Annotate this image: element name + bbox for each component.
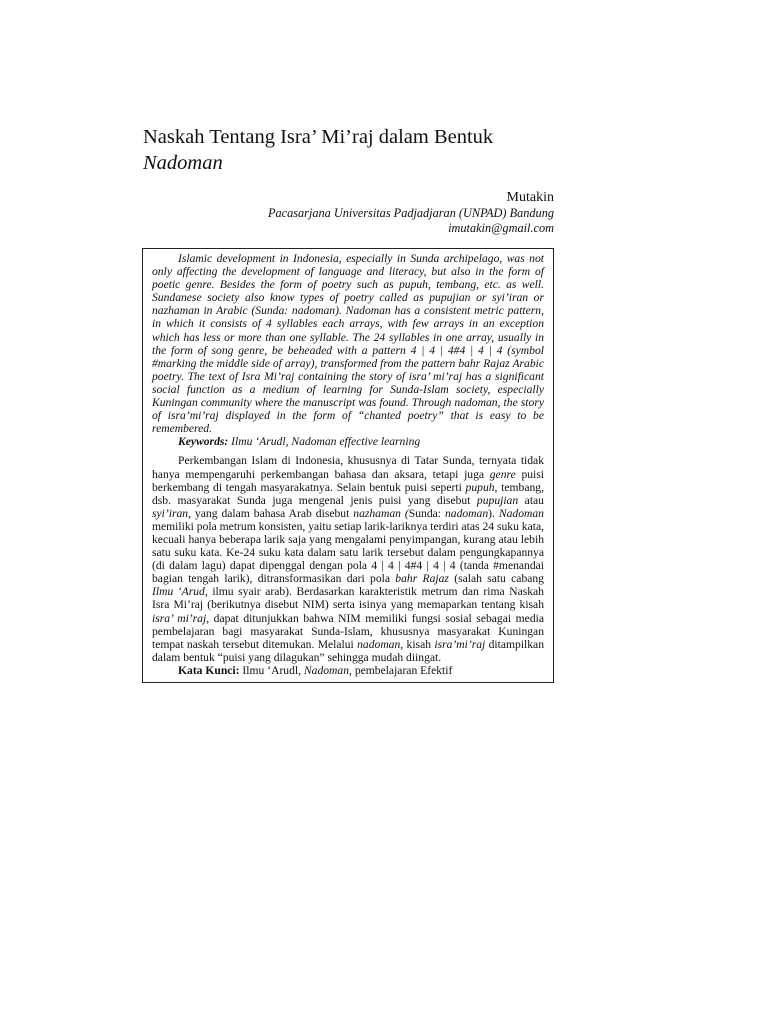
abstract-id-italic: bahr Rajaz <box>395 572 449 586</box>
abstract-id-text: ). <box>488 506 499 520</box>
keywords-english-text: Ilmu ‘Arudl, Nadoman effective learning <box>231 435 421 449</box>
keywords-indonesian-label: Kata Kunci: <box>178 663 240 677</box>
abstract-id-text: puisi berkembang di tengah masyarakatnya. Selain bentuk puisi seperti <box>152 467 545 494</box>
abstract-id-text: ditampilkan dalam bentuk “puisi yang dilagukan” sehingga mudah diingat. <box>152 637 545 664</box>
author-email[interactable]: imutakin@gmail.com <box>448 221 554 235</box>
abstract-id-text: (salah satu cabang <box>448 572 544 586</box>
abstract-id-text: Perkembangan Islam di Indonesia, khususnya di Tatar Sunda, ternyata tidak hanya mempengaruhi perkembangan bahasa dan aksara, tetapi juga <box>152 454 544 481</box>
abstract-id-italic: pupuh <box>465 480 495 494</box>
author-affiliation: Pacasarjana Universitas Padjadjaran (UNPAD) Bandung <box>267 206 554 220</box>
keywords-indonesian <box>152 664 544 677</box>
keywords-id-text: , pembelajaran Efektif <box>349 663 453 677</box>
keywords-id-text: Ilmu ‘Arudl, <box>239 663 304 677</box>
abstract-id-text: memiliki pola metrum konsisten, yaitu setiap larik-lariknya terdiri atas 24 suku kata, kecuali hanya beberapa larik saja yang mengalami penyimpangan, kurang atau lebih satu suku kata. Ke-24 suku kata dalam satu larik tersebut dalam pengungkapannya (di dalam lagu) dapat dipenggal dengan pola 4 | 4 | 4#4 | 4 | 4 (tanda #menandai bagian tengah larik), ditransformasikan dari pola <box>152 519 544 586</box>
abstract-id-text: , kisah <box>400 637 435 651</box>
abstract-id-italic: isra’mi’raj <box>434 637 486 651</box>
abstract-id-text: Sunda: <box>408 506 445 520</box>
keywords-english-label: Keywords: <box>178 435 229 449</box>
keywords-english <box>152 435 544 448</box>
abstract-id-italic: Nadoman <box>498 506 544 520</box>
author-block <box>268 189 554 236</box>
abstract-id-text: , ilmu syair arab). Berdasarkan karakteristik metrum dan rima Naskah Isra Mi’raj (berikutnya disebut NIM) serta isinya yang memaparkan tentang kisah <box>152 585 544 612</box>
abstract-id-italic: nadoman <box>357 637 401 651</box>
author-name: Mutakin <box>506 190 554 205</box>
paper-title <box>143 124 563 176</box>
title-line-2: Nadoman <box>143 152 223 174</box>
abstract-id-italic: syi’iran <box>152 506 189 520</box>
abstract-id-italic: nazhaman ( <box>353 506 409 520</box>
abstract-id-italic: Ilmu ‘Arud <box>152 585 205 599</box>
abstract-id-italic: isra’ mi’raj <box>152 611 207 625</box>
abstract-id-italic: nadoman <box>444 506 489 520</box>
abstract-english: Islamic development in Indonesia, especially in Sunda archipelago, was not only affecting the development of language and literacy, but also in the form of poetic genre. Besides the form of poetry such as pupuh, tembang, etc. as well. Sundanese society also know types of poetry called as pupujian or syi’iran or nazhaman in Arabic (Sunda: nadoman). Nadoman has a consistent metric pattern, in which it consists of 4 syllables each arrays, with few arrays in an exception which has less or more than one syllable. The 24 syllables in one array, usually in the form of song genre, be beheaded with a pattern 4 | 4 | 4#4 | 4 | 4 (symbol #marking the middle side of array), transformed from the pattern bahr Rajaz Arabic poetry. The text of Isra Mi’raj containing the story of isra’ mi’raj has a significant social function as a medium of learning for Sunda-Islam society, especially Kuningan community where the manuscript was found. Through nadoman, the story of isra’mi’raj displayed in the form of “chanted poetry” that is easy to be remembered. <box>152 252 544 436</box>
abstract-id-italic: pupujian <box>476 493 519 507</box>
keywords-id-italic: Nadoman <box>303 663 350 677</box>
abstract-id-text: , dapat ditunjukkan bahwa NIM memiliki fungsi sosial sebagai media pembelajaran bagi masyarakat Sunda-Islam, khususnya masyarakat Kuningan tempat naskah tersebut ditemukan. Melalui <box>152 611 544 651</box>
abstract-id-text: , tembang, dsb. masyarakat Sunda juga mengenal jenis puisi yang disebut <box>152 480 544 507</box>
abstract-indonesian <box>152 454 544 664</box>
abstract-box <box>142 248 554 683</box>
abstract-id-italic: genre <box>489 467 516 481</box>
title-line-1: Naskah Tentang Isra’ Mi’raj dalam Bentuk <box>143 126 494 148</box>
abstract-id-text: , yang dalam bahasa Arab disebut <box>188 506 354 520</box>
abstract-id-text: atau <box>518 493 544 507</box>
